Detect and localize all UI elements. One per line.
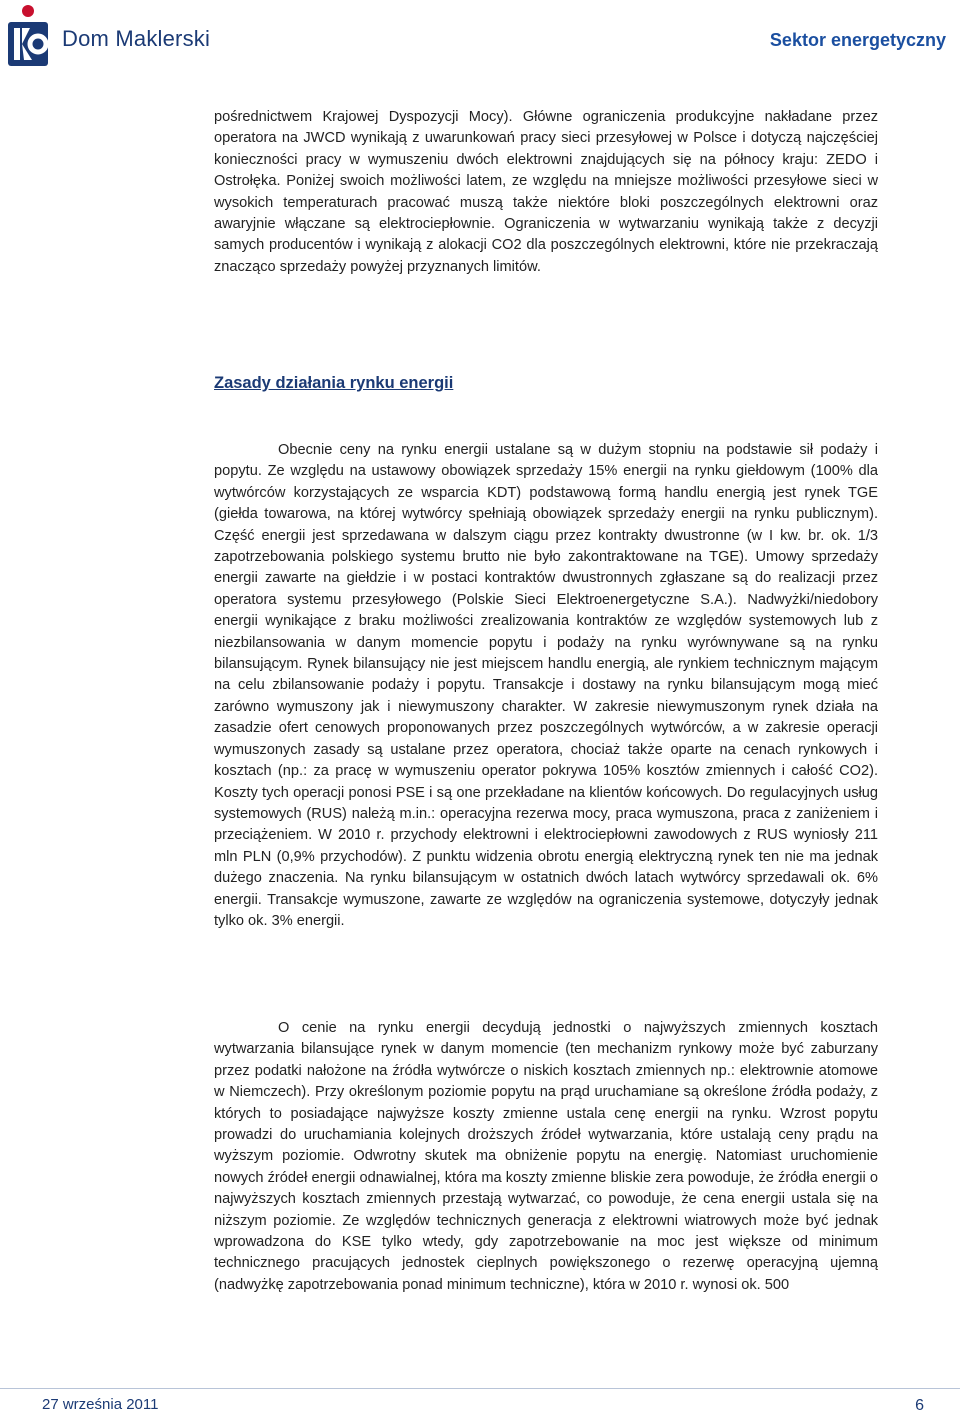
- brand-name: Dom Maklerski: [62, 26, 211, 51]
- paragraph-price-setting: O cenie na rynku energii decydują jednostki o najwyższych zmiennych kosztach wytwarzania bilansujące rynek w danym momencie (ten mechanizm rynkowy może być zaburzany przez podatki nałożone na źródła wytwórcze o niskich kosztach zmiennych np.: elektrownie atomowe w Niemczech). Przy określonym poziomie popytu na prąd uruchamiane są określone źródła podaży, z których to posiadające najwyższe koszty zmienne ustala cenę energii na rynku. Wzrost popytu prowadzi do uruchamiania kolejnych droższych źródeł wytwarzania, które ustalają ceny prądu na wyższym poziomie. Odwrotny skutek ma obniżenie popytu na energię. Natomiast uruchomienie nowych źródeł energii odnawialnej, która ma koszty zmienne bliskie zera powoduje, że źródła energii o najwyższych kosztach zmiennych przestają wytwarzać, co powoduje, że cena energii ustala się na niższym poziomie. Ze względów technicznych generacja z elektrowni wiatrowych może być jednak wprowadzona do KSE tylko wtedy, gdy zapotrzebowanie na moc jest większe od minimum technicznego pracujących jednostek cieplnych powiększonego o rezerwę operacyjną ujemną (nadwyżkę zapotrzebowania ponad minimum techniczne), która w 2010 r. wynosi ok. 500: [214, 1020, 878, 1293]
- section-heading: Zasady działania rynku energii: [214, 374, 454, 392]
- pko-logo-icon: [6, 4, 50, 68]
- footer-divider: [0, 1388, 960, 1389]
- page-header: [0, 0, 960, 80]
- page-number: 6: [915, 1397, 924, 1414]
- paragraph-grid-constraints: pośrednictwem Krajowej Dyspozycji Mocy). Główne ograniczenia produkcyjne nakładane przez operatora na JWCD wynikają z uwarunkowań pracy sieci przesyłowej w Polsce i dotyczą najczęściej konieczności pracy w wymuszeniu dwóch elektrowni znajdujących się na północy kraju: ZEDO i Ostrołęka. Poniżej swoich możliwości latem, ze względu na mniejsze możliwości przesyłowe sieci w wysokich temperaturach pracować muszą także niektóre bloki poszczególnych elektrowni oraz awaryjnie włączane są elektrociepłownie. Ograniczenia w wytwarzaniu wynikają także z decyzji samych producentów i wynikają z alokacji CO2 dla poszczególnych elektrowni, które nie przekraczają znacząco sprzedaży powyżej przyznanych limitów.: [214, 109, 878, 275]
- paragraph-market-rules: Obecnie ceny na rynku energii ustalane są w dużym stopniu na podstawie sił podaży i popytu. Ze względu na ustawowy obowiązek sprzedaży 15% energii na rynku giełdowym (100% dla wytwórców korzystających ze wsparcia KDT) podstawową formą handlu energią jest rynek TGE (giełda towarowa, na której wytwórcy spełniają obowiązek sprzedaży energii na rynku publicznym). Część energii jest sprzedawana w dalszym ciągu przez kontrakty dwustronne (w I kw. br. ok. 1/3 zapotrzebowania polskiego systemu brutto nie było zakontraktowane na TGE). Umowy sprzedaży energii zawarte na giełdzie i w postaci kontraktów dwustronnych zgłaszane są do realizacji przez operatora systemu przesyłowego (Polskie Sieci Elektroenergetyczne S.A.). Nadwyżki/niedobory energii wynikające z braku możliwości zrealizowania kontraktów ze względów systemowych lub z niezbilansowania w danym momencie popytu i podaży na rynku wyrównywane są na rynku bilansującym. Rynek bilansujący nie jest miejscem handlu energią, ale rynkiem technicznym mającym na celu zbilansowanie podaży i popytu. Transakcje i dostawy na rynku bilansującym mogą mieć zarówno wymuszony jak i niewymuszony charakter. W zakresie niewymuszonym rynek działa na zasadzie ofert cenowych proponowanych przez poszczególnych wytwórców, a w zakresie operacji wymuszonych zasady są ustalane przez operatora, chociaż także oparte na cenach rynkowych i kosztach (np.: za pracę w wymuszeniu operator pokrywa 105% kosztów zmiennych i całość CO2). Koszty tych operacji ponosi PSE i są one przekładane na klientów końcowych. Do regulacyjnych usług systemowych (RUS) należą m.in.: operacyjna rezerwa mocy, praca wymuszona, praca z zaniżeniem i przeciążeniem. W 2010 r. przychody elektrowni i elektrociepłowni zawodowych z RUS wyniosły 211 mln PLN (0,9% przychodów). Z punktu widzenia obrotu energią elektryczną rynek ten nie ma jednak dużego znaczenia. Na rynku bilansującym w ostatnich dwóch latach wytwórcy sprzedawali ok. 6% energii. Transakcje wymuszone, zawarte ze względów na ograniczenia systemowe, dotyczyły jednak tylko ok. 3% energii.: [214, 442, 878, 929]
- footer-date: 27 września 2011: [42, 1396, 159, 1413]
- section-title: Sektor energetyczny: [769, 30, 946, 50]
